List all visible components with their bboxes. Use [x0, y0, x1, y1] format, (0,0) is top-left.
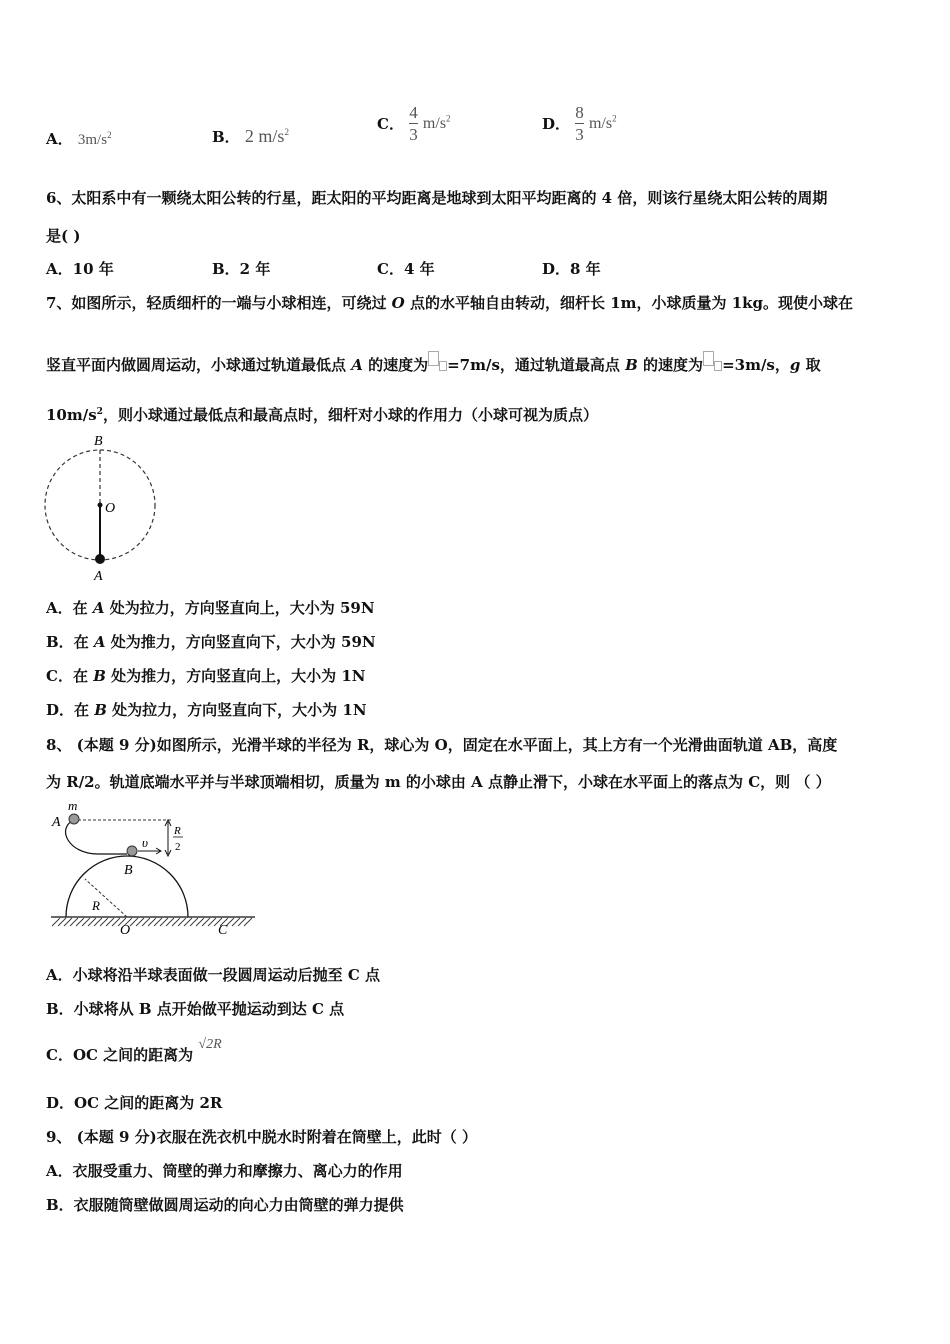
q5-option-d-fraction: $\frac{8}{3}$ — [575, 103, 584, 144]
q5-option-d: D． $\frac{8}{3}$ $m/s^2$ — [542, 103, 617, 144]
q8-stem-line2: 为 R/2。轨道底端水平并与半球顶端相切，质量为 m 的小球由 A 点静止滑下，小球在水平面上的落点为 C，则 （ ） — [46, 773, 831, 791]
q6-option-c: C．4 年 — [377, 260, 435, 278]
q8-hemisphere-figure — [48, 798, 263, 940]
q7-stem-line2: 竖直平面内做圆周运动，小球通过轨道最低点 A 的速度为 =7m/s，通过轨道最高点 B 的速度为 =3m/s，g 取 — [46, 354, 821, 375]
ball — [95, 554, 105, 564]
label-a: A — [94, 569, 103, 584]
q8-stem-line1: 8、 (本题 9 分)如图所示，光滑半球的半径为 R，球心为 O，固定在水平面上，其上方有一个光滑曲面轨道 AB，高度 — [46, 736, 838, 754]
q5-option-b-value: 2 $m/s^2$ — [244, 126, 289, 146]
q9-option-b: B．衣服随筒壁做圆周运动的向心力由筒壁的弹力提供 — [46, 1196, 404, 1214]
q6-stem-line1: 6、太阳系中有一颗绕太阳公转的行星，距太阳的平均距离是地球到太阳平均距离的 4 倍，则该行星绕太阳公转的周期 — [46, 189, 828, 207]
q7-option-b: B．在 A 处为推力，方向竖直向下，大小为 59N — [46, 633, 376, 651]
label-b: B — [94, 434, 103, 449]
q9-stem: 9、 (本题 9 分)衣服在洗衣机中脱水时附着在筒壁上，此时（ ） — [46, 1128, 477, 1146]
q5-option-a-value: $3m/s^2$ — [77, 130, 112, 148]
q8-option-c-math: √2R — [198, 1037, 222, 1052]
q8-option-b: B．小球将从 B 点开始做平抛运动到达 C 点 — [46, 1000, 345, 1018]
q7-option-a: A．在 A 处为拉力，方向竖直向上，大小为 59N — [46, 599, 375, 617]
q9-option-a: A．衣服受重力、筒壁的弹力和摩擦力、离心力的作用 — [46, 1162, 403, 1180]
label-frac-den: 2 — [175, 841, 181, 853]
label-r: R — [92, 898, 100, 913]
placeholder-glyph-icon — [428, 351, 439, 366]
ball-b — [127, 846, 137, 856]
q5-option-b: B． 2 $m/s^2$ — [212, 126, 289, 146]
q5-option-c: C． $\frac{4}{3}$ $m/s^2$ — [377, 103, 451, 144]
pivot-point — [98, 503, 103, 508]
q8-option-a: A．小球将沿半球表面做一段圆周运动后抛至 C 点 — [46, 966, 381, 984]
q8-option-d: D．OC 之间的距离为 2R — [46, 1094, 223, 1112]
label-frac-num: R — [174, 825, 181, 837]
ball-a — [69, 814, 79, 824]
q6-option-a: A．10 年 — [46, 260, 114, 278]
label-a: A — [52, 815, 61, 830]
label-o: O — [105, 501, 116, 516]
q5-option-c-fraction: $\frac{4}{3}$ — [409, 103, 418, 144]
q7-option-c: C．在 B 处为推力，方向竖直向上，大小为 1N — [46, 667, 366, 685]
q7-option-d: D．在 B 处为拉力，方向竖直向下，大小为 1N — [46, 701, 367, 719]
label-m: m — [68, 798, 78, 813]
q7-stem-line3: $10m/s^2$，则小球通过最低点和最高点时，细杆对小球的作用力（小球可视为质点） — [46, 406, 598, 424]
curved-track — [66, 820, 127, 854]
label-o: O — [120, 923, 131, 938]
q6-stem-line2: 是( ) — [46, 227, 81, 245]
label-v: υ — [142, 835, 148, 850]
q8-option-c: C．OC 之间的距离为 √2R — [46, 1037, 222, 1064]
q7-circle-figure — [40, 430, 165, 585]
q6-option-b: B．2 年 — [212, 260, 271, 278]
q7-stem-line1: 7、如图所示，轻质细杆的一端与小球相连，可绕过 O 点的水平轴自由转动，细杆长 1m，小球质量为 1kg。现使小球在 — [46, 294, 854, 312]
placeholder-glyph-icon — [703, 351, 714, 366]
label-c: C — [218, 923, 228, 938]
q5-option-a: A． $3m/s^2$ — [46, 130, 112, 148]
q6-option-d: D．8 年 — [542, 260, 601, 278]
label-b: B — [124, 863, 133, 878]
